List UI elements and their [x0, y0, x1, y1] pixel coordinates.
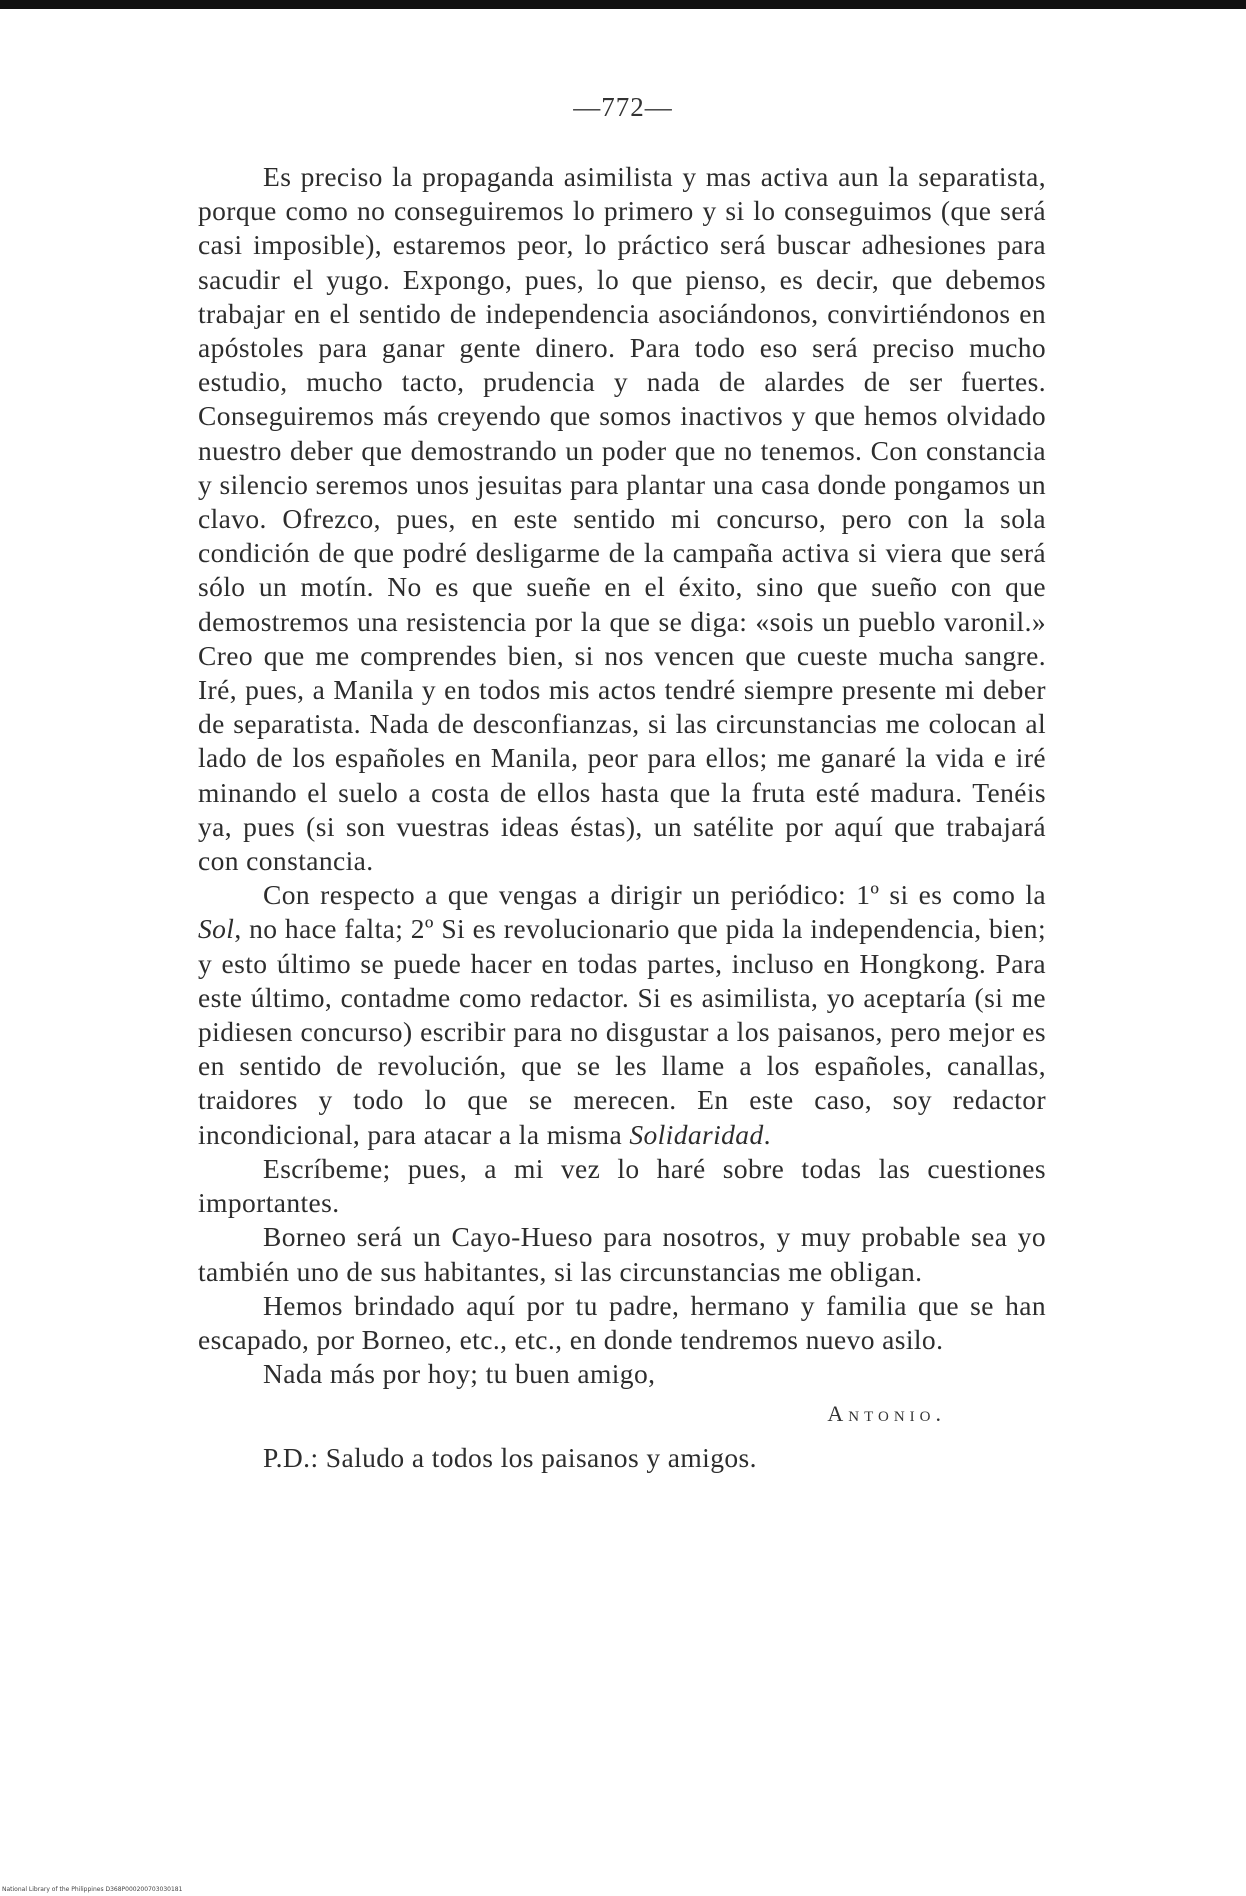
paragraph-periodical-text-2: , no hace falta; 2º Si es revolucionario que pida la independencia, bien; y esto último se puede hacer en todas partes, incluso en Hongkong. Para este último, contadme como redactor. Si es asimilista, yo aceptaría (si me pidiesen concurso) escribir para no disgustar a los paisanos, pero mejor es en sentido de revolución, que se les llame a los españoles, canallas, traidores y todo lo que se merecen. En este caso, soy redactor incondicional, para atacar a la misma	[198, 913, 1046, 1150]
signature: Antonio.	[827, 1401, 946, 1427]
paragraph-borneo: Borneo será un Cayo-Hueso para nosotros, y muy probable sea yo también uno de sus habitantes, si las circunstancias me obligan.	[198, 1221, 1046, 1287]
paragraph-write-me: Escríbeme; pues, a mi vez lo haré sobre todas las cuestiones importantes.	[198, 1152, 1046, 1219]
paragraph-separatism: Es preciso la propaganda asimilista y mas activa aun la separatista, porque como no conseguiremos lo primero y si lo conseguimos (que será casi imposible), estaremos peor, lo práctico será buscar adhesiones para sacudir el yugo. Expongo, pues, lo que pienso, es decir, que debemos trabajar en el sentido de independencia asociándonos, convirtiéndonos en apóstoles para ganar gente dinero. Para todo eso será preciso mucho estudio, mucho tacto, prudencia y nada de alardes de ser fuertes. Conseguiremos más creyendo que somos inactivos y que hemos olvidado nuestro deber que demostrando un poder que no tenemos. Con constancia y silencio seremos unos jesuitas para plantar una casa donde pongamos un clavo. Ofrezco, pues, en este sentido mi concurso, pero con la sola condición de que podré desligarme de la campaña activa si viera que será sólo un motín. No es que sueñe en el éxito, sino que sueño con que demostremos una resistencia por la que se diga: «sois un pueblo varonil.» Creo que me comprendes bien, si nos vencen que cueste mucha sangre. Iré, pues, a Manila y en todos mis actos tendré siempre presente mi deber de separatista. Nada de desconfianzas, si las circunstancias me colocan al lado de los españoles en Manila, peor para ellos; me ganaré la vida e iré minando el suelo a costa de ellos hasta que la fruta esté madura. Tenéis ya, pues (si son vuestras ideas éstas), un satélite por aquí que trabajará con constancia.	[198, 161, 1046, 877]
paragraph-periodical-text-3: .	[763, 1118, 771, 1150]
paragraph-periodical-text-1: Con respecto a que vengas a dirigir un periódico: 1º si es como la	[263, 879, 1046, 911]
postscript: P.D.: Saludo a todos los paisanos y amigos.	[263, 1442, 757, 1474]
paragraph-periodical	[198, 878, 1046, 1152]
letter-body	[198, 160, 1046, 1475]
footer-archive-id: National Library of the Philippines D368P000200703030181	[2, 1886, 183, 1893]
periodical-title-solidaridad: Solidaridad	[629, 1118, 764, 1150]
paragraph-toast: Hemos brindado aquí por tu padre, hermano y familia que se han escapado, por Borneo, etc., etc., en donde tendremos nuevo asilo.	[198, 1289, 1046, 1355]
periodical-title-sol: Sol	[198, 913, 235, 945]
page-number: —772—	[573, 92, 673, 122]
paragraph-closing: Nada más por hoy; tu buen amigo,	[263, 1358, 656, 1390]
